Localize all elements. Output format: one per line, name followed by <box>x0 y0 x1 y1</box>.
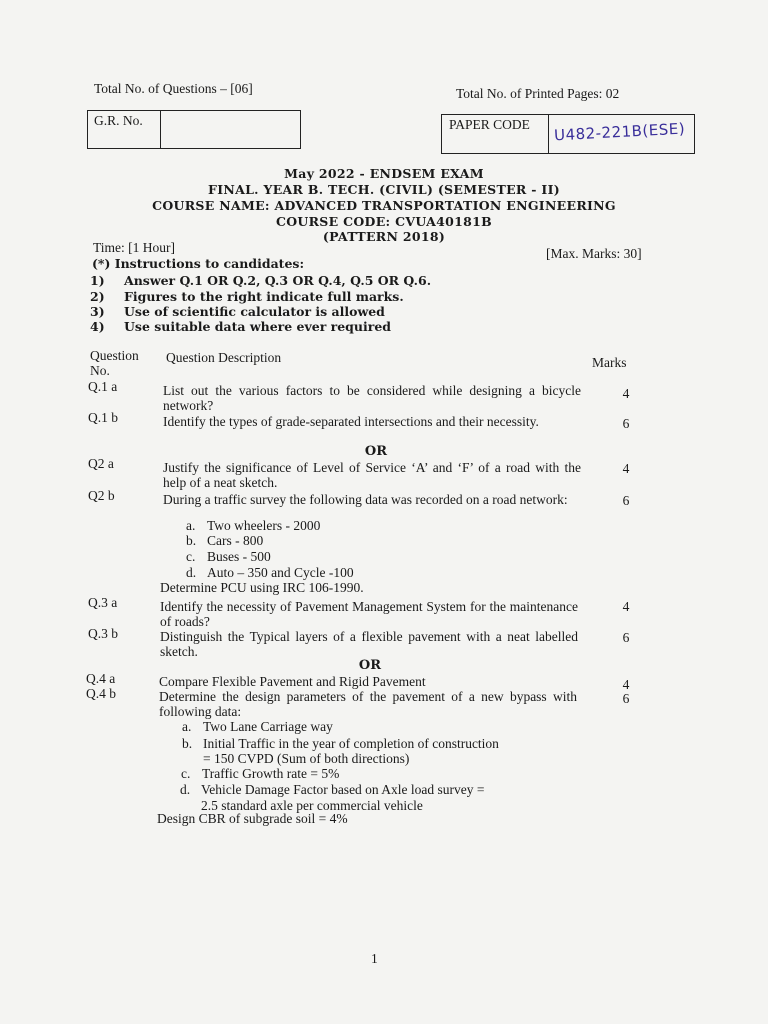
question-text: Determine the design parameters of the pavement of a new bypass with following data: <box>159 689 577 719</box>
list-item-label: a. <box>186 518 196 533</box>
list-item: Auto – 350 and Cycle -100 <box>207 565 354 580</box>
total-questions: Total No. of Questions – [06] <box>94 81 253 96</box>
list-item: Buses - 500 <box>207 549 271 564</box>
page-number: 1 <box>371 951 378 966</box>
program-line: FINAL. YEAR B. TECH. (CIVIL) (SEMESTER - II) <box>208 182 560 197</box>
list-item-label: b. <box>186 533 197 548</box>
list-item: Two Lane Carriage way <box>203 719 333 734</box>
instruction-number: 3) <box>90 304 105 319</box>
gr-number-box <box>87 110 301 149</box>
instruction-text: Answer Q.1 OR Q.2, Q.3 OR Q.4, Q.5 OR Q.6. <box>124 273 432 288</box>
question-number: Q.4 b <box>86 686 116 701</box>
question-marks: 4 <box>622 386 630 401</box>
question-number: Q.3 b <box>88 626 118 641</box>
question-text: Identify the types of grade-separated intersections and their necessity. <box>163 414 539 429</box>
exam-title: May 2022 - ENDSEM EXAM <box>284 166 484 181</box>
paper-code-box <box>441 114 695 154</box>
question-number: Q.3 a <box>88 595 118 610</box>
list-item-label: b. <box>182 736 193 751</box>
list-item-label: d. <box>186 565 197 580</box>
column-header-marks: Marks <box>592 355 627 370</box>
list-item: Initial Traffic in the year of completion of construction <box>203 736 499 751</box>
column-header-question: Question <box>90 348 139 363</box>
time-duration: Time: [1 Hour] <box>93 240 176 255</box>
question-text: During a traffic survey the following data was recorded on a road network: <box>163 492 568 507</box>
question-marks: 6 <box>622 630 630 645</box>
instruction-text: Figures to the right indicate full marks. <box>124 289 404 304</box>
list-item: Vehicle Damage Factor based on Axle load survey = <box>201 782 485 797</box>
instructions-title: (*) Instructions to candidates: <box>92 256 305 271</box>
pattern: (PATTERN 2018) <box>322 229 446 244</box>
question-marks: 6 <box>622 493 630 508</box>
question-text: List out the various factors to be considered while designing a bicycle network? <box>163 383 581 413</box>
column-header-description: Question Description <box>166 350 282 365</box>
list-item-label: c. <box>181 766 191 781</box>
or-separator: OR <box>358 658 382 673</box>
list-item-label: a. <box>182 719 192 734</box>
course-code: COURSE CODE: CVUA40181B <box>275 214 493 229</box>
column-header-no: No. <box>90 363 110 378</box>
list-item: Cars - 800 <box>207 533 264 548</box>
question-number: Q2 b <box>88 488 115 503</box>
question-number: Q.1 a <box>88 379 118 394</box>
paper-code-label: PAPER CODE <box>449 117 530 132</box>
question-text: Distinguish the Typical layers of a flexible pavement with a neat labelled sketch. <box>160 629 578 659</box>
instruction-number: 1) <box>90 273 105 288</box>
question-text: Justify the significance of Level of Service ‘A’ and ‘F’ of a road with the help of a neat sketch. <box>163 460 581 490</box>
course-name: COURSE NAME: ADVANCED TRANSPORTATION ENGINEERING <box>152 198 616 213</box>
question-tail: Determine PCU using IRC 106-1990. <box>160 580 364 595</box>
total-printed-pages: Total No. of Printed Pages: 02 <box>456 86 620 101</box>
instruction-number: 4) <box>90 319 105 334</box>
list-item: Traffic Growth rate = 5% <box>202 766 340 781</box>
gr-number-label: G.R. No. <box>94 113 143 128</box>
question-marks: 6 <box>622 416 630 431</box>
question-marks: 4 <box>622 599 630 614</box>
instruction-text: Use of scientific calculator is allowed <box>124 304 385 319</box>
question-tail: Design CBR of subgrade soil = 4% <box>157 811 348 826</box>
list-item-continuation: 2.5 standard axle per commercial vehicle <box>201 798 423 813</box>
list-item-continuation: = 150 CVPD (Sum of both directions) <box>203 751 410 766</box>
question-marks: 4 <box>622 677 630 692</box>
paper-code-handwritten: U482-221B(ESE) <box>553 119 686 145</box>
list-item: Two wheelers - 2000 <box>207 518 321 533</box>
question-marks: 6 <box>622 691 630 706</box>
question-number: Q.4 a <box>86 671 116 686</box>
question-marks: 4 <box>622 461 630 476</box>
question-number: Q.1 b <box>88 410 118 425</box>
list-item-label: d. <box>180 782 191 797</box>
or-separator: OR <box>364 444 388 459</box>
instruction-text: Use suitable data where ever required <box>124 319 392 334</box>
instruction-number: 2) <box>90 289 105 304</box>
question-number: Q2 a <box>88 456 114 471</box>
question-text: Identify the necessity of Pavement Management System for the maintenance of roads? <box>160 599 578 629</box>
question-text: Compare Flexible Pavement and Rigid Pavement <box>159 674 426 689</box>
list-item-label: c. <box>186 549 196 564</box>
max-marks: [Max. Marks: 30] <box>546 246 642 261</box>
